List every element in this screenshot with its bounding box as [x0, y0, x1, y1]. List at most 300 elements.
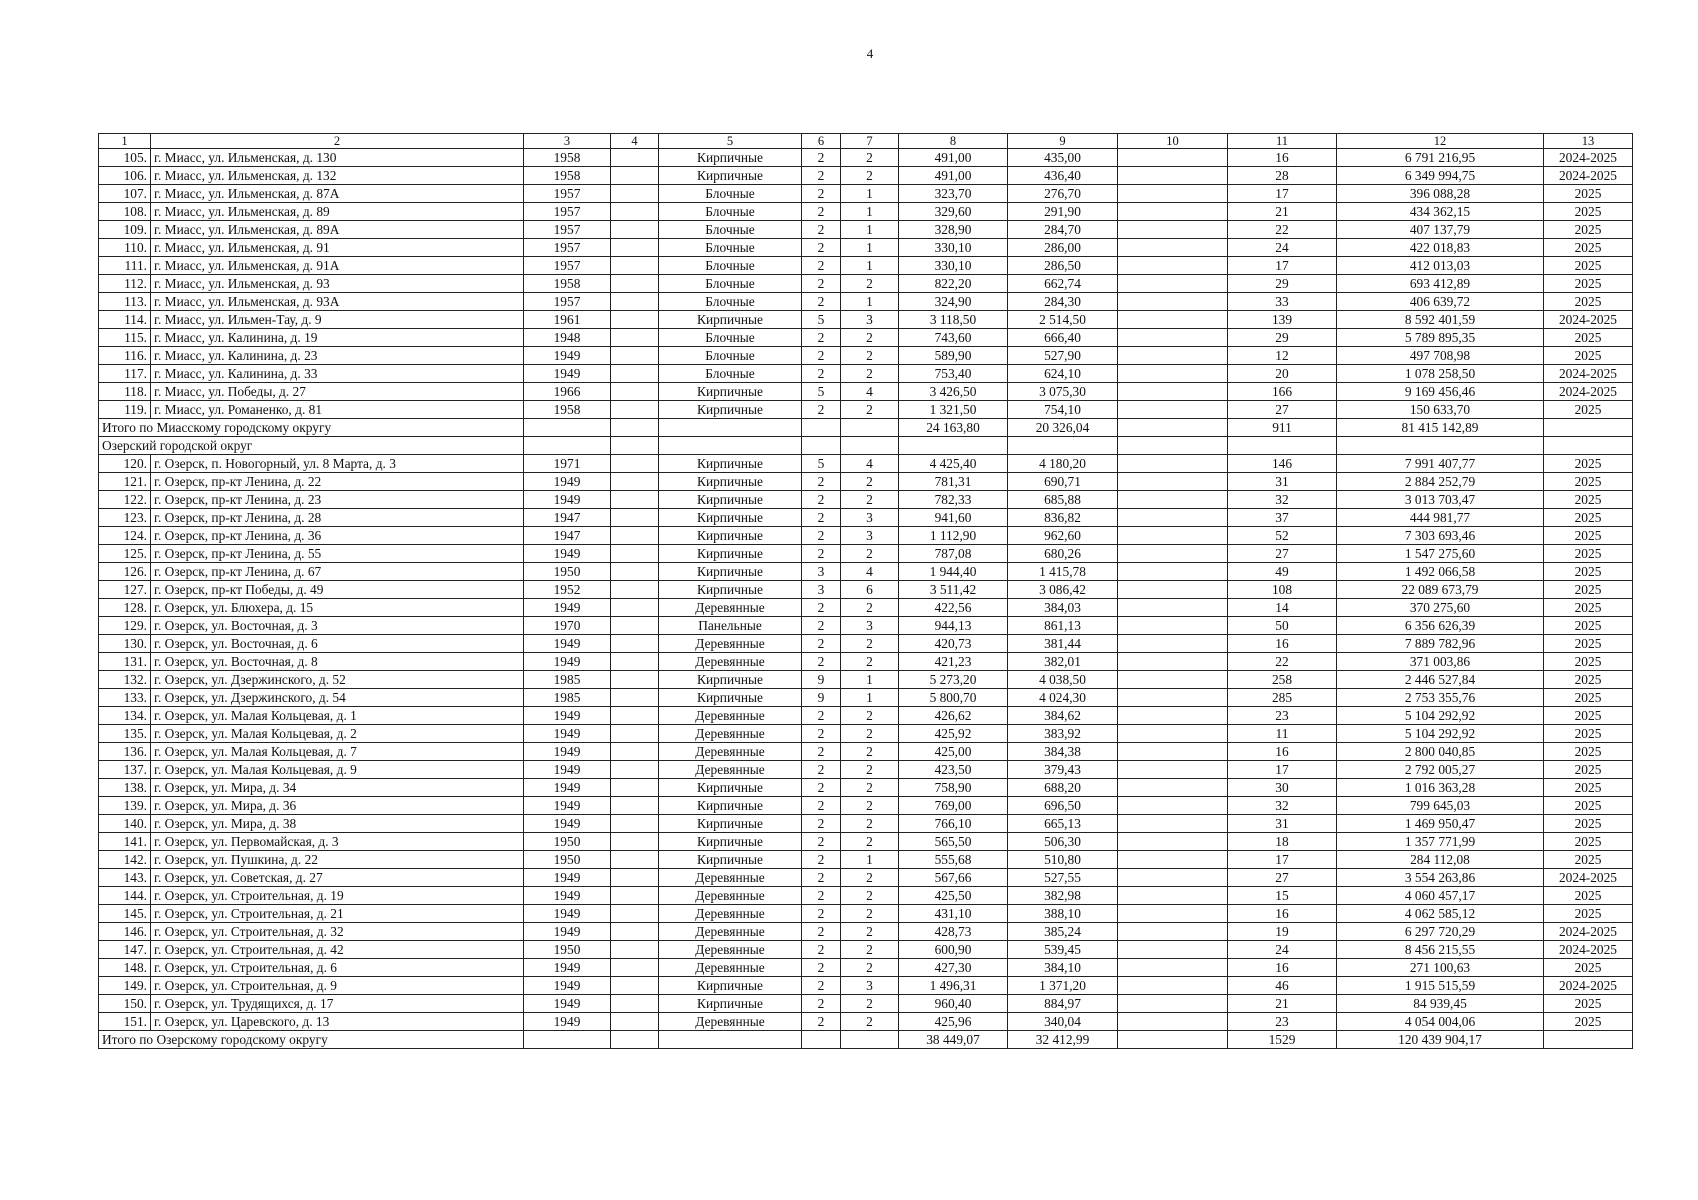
cell-entrances: 1: [841, 257, 899, 275]
cell-total-area: 3 118,50: [899, 311, 1008, 329]
cell-residents: 29: [1228, 329, 1337, 347]
cell-floors: 2: [802, 743, 841, 761]
cell-floors: 2: [802, 635, 841, 653]
cell-residents: 139: [1228, 311, 1337, 329]
cell-living-area: 383,92: [1008, 725, 1118, 743]
cell-col-4: [611, 293, 659, 311]
cell-residents: 285: [1228, 689, 1337, 707]
cell-entrances: 2: [841, 815, 899, 833]
cell-address: г. Миасс, ул. Ильменская, д. 91А: [151, 257, 524, 275]
cell-year-built: 1948: [524, 329, 611, 347]
cell-cost: 4 060 457,17: [1337, 887, 1544, 905]
cell-cost: 693 412,89: [1337, 275, 1544, 293]
cell-address: г. Миасс, ул. Калинина, д. 19: [151, 329, 524, 347]
housing-table: [98, 133, 1633, 1049]
cell-col-10: [1118, 401, 1228, 419]
section-empty-cell: [1544, 437, 1633, 455]
cell-living-area: 284,70: [1008, 221, 1118, 239]
cell-address: г. Озерск, ул. Строительная, д. 32: [151, 923, 524, 941]
cell-cost: 150 633,70: [1337, 401, 1544, 419]
cell-row-number: 147.: [99, 941, 151, 959]
total-cell-col-6: [802, 419, 841, 437]
cell-living-area: 382,98: [1008, 887, 1118, 905]
cell-year-built: 1949: [524, 473, 611, 491]
section-empty-cell: [611, 437, 659, 455]
cell-period: 2025: [1544, 995, 1633, 1013]
cell-cost: 8 456 215,55: [1337, 941, 1544, 959]
cell-col-10: [1118, 293, 1228, 311]
cell-living-area: 861,13: [1008, 617, 1118, 635]
cell-period: 2024-2025: [1544, 365, 1633, 383]
cell-row-number: 139.: [99, 797, 151, 815]
cell-col-10: [1118, 653, 1228, 671]
cell-residents: 12: [1228, 347, 1337, 365]
cell-residents: 166: [1228, 383, 1337, 401]
total-cell-col-13: [1544, 1031, 1633, 1049]
cell-entrances: 1: [841, 851, 899, 869]
cell-entrances: 2: [841, 887, 899, 905]
cell-period: 2024-2025: [1544, 311, 1633, 329]
cell-period: 2024-2025: [1544, 149, 1633, 167]
cell-col-10: [1118, 1013, 1228, 1031]
cell-entrances: 3: [841, 617, 899, 635]
cell-cost: 6 297 720,29: [1337, 923, 1544, 941]
table-row: [99, 545, 1633, 563]
cell-total-area: 787,08: [899, 545, 1008, 563]
cell-entrances: 2: [841, 545, 899, 563]
cell-row-number: 122.: [99, 491, 151, 509]
cell-cost: 370 275,60: [1337, 599, 1544, 617]
cell-cost: 2 446 527,84: [1337, 671, 1544, 689]
cell-floors: 2: [802, 239, 841, 257]
cell-col-4: [611, 401, 659, 419]
cell-col-10: [1118, 941, 1228, 959]
cell-row-number: 149.: [99, 977, 151, 995]
cell-row-number: 140.: [99, 815, 151, 833]
cell-wall-material: Блочные: [659, 293, 802, 311]
total-cell-col-4: [611, 1031, 659, 1049]
cell-col-4: [611, 671, 659, 689]
cell-address: г. Миасс, ул. Калинина, д. 33: [151, 365, 524, 383]
cell-col-10: [1118, 329, 1228, 347]
cell-col-4: [611, 959, 659, 977]
cell-col-4: [611, 473, 659, 491]
cell-cost: 84 939,45: [1337, 995, 1544, 1013]
cell-total-area: 567,66: [899, 869, 1008, 887]
cell-floors: 2: [802, 275, 841, 293]
cell-col-10: [1118, 221, 1228, 239]
cell-year-built: 1949: [524, 995, 611, 1013]
cell-entrances: 2: [841, 995, 899, 1013]
cell-floors: 2: [802, 815, 841, 833]
cell-row-number: 127.: [99, 581, 151, 599]
cell-entrances: 3: [841, 311, 899, 329]
cell-col-10: [1118, 185, 1228, 203]
cell-col-4: [611, 635, 659, 653]
cell-total-area: 758,90: [899, 779, 1008, 797]
cell-living-area: 2 514,50: [1008, 311, 1118, 329]
table-row: [99, 401, 1633, 419]
cell-period: 2025: [1544, 1013, 1633, 1031]
section-empty-cell: [1337, 437, 1544, 455]
table-row: [99, 329, 1633, 347]
cell-wall-material: Кирпичные: [659, 671, 802, 689]
cell-residents: 50: [1228, 617, 1337, 635]
cell-floors: 2: [802, 167, 841, 185]
cell-year-built: 1961: [524, 311, 611, 329]
cell-floors: 2: [802, 977, 841, 995]
cell-col-10: [1118, 455, 1228, 473]
table-row: [99, 167, 1633, 185]
table-row: [99, 275, 1633, 293]
cell-year-built: 1957: [524, 203, 611, 221]
cell-col-4: [611, 581, 659, 599]
cell-row-number: 114.: [99, 311, 151, 329]
cell-floors: 2: [802, 527, 841, 545]
cell-period: 2025: [1544, 545, 1633, 563]
cell-year-built: 1950: [524, 563, 611, 581]
table-row: [99, 185, 1633, 203]
cell-wall-material: Кирпичные: [659, 797, 802, 815]
cell-cost: 3 013 703,47: [1337, 491, 1544, 509]
section-label: Озерский городской округ: [99, 437, 524, 455]
cell-living-area: 688,20: [1008, 779, 1118, 797]
cell-residents: 23: [1228, 1013, 1337, 1031]
cell-floors: 3: [802, 581, 841, 599]
cell-residents: 15: [1228, 887, 1337, 905]
cell-total-area: 425,00: [899, 743, 1008, 761]
cell-wall-material: Кирпичные: [659, 779, 802, 797]
table-row: [99, 455, 1633, 473]
cell-period: 2024-2025: [1544, 941, 1633, 959]
table-row: [99, 1013, 1633, 1031]
cell-period: 2025: [1544, 527, 1633, 545]
total-cell-residents: 911: [1228, 419, 1337, 437]
table-row: [99, 941, 1633, 959]
cell-floors: 2: [802, 905, 841, 923]
cell-address: г. Озерск, ул. Блюхера, д. 15: [151, 599, 524, 617]
cell-address: г. Озерск, ул. Дзержинского, д. 54: [151, 689, 524, 707]
cell-col-10: [1118, 599, 1228, 617]
section-empty-cell: [802, 437, 841, 455]
cell-living-area: 4 180,20: [1008, 455, 1118, 473]
cell-cost: 5 104 292,92: [1337, 725, 1544, 743]
cell-year-built: 1958: [524, 275, 611, 293]
cell-period: 2025: [1544, 887, 1633, 905]
cell-year-built: 1947: [524, 527, 611, 545]
cell-living-area: 690,71: [1008, 473, 1118, 491]
cell-cost: 497 708,98: [1337, 347, 1544, 365]
column-header: 9: [1008, 134, 1118, 149]
cell-residents: 14: [1228, 599, 1337, 617]
cell-row-number: 121.: [99, 473, 151, 491]
cell-residents: 24: [1228, 239, 1337, 257]
cell-wall-material: Деревянные: [659, 725, 802, 743]
cell-year-built: 1949: [524, 887, 611, 905]
cell-col-10: [1118, 527, 1228, 545]
cell-residents: 21: [1228, 203, 1337, 221]
cell-entrances: 1: [841, 203, 899, 221]
cell-residents: 29: [1228, 275, 1337, 293]
cell-living-area: 662,74: [1008, 275, 1118, 293]
cell-col-10: [1118, 617, 1228, 635]
cell-entrances: 2: [841, 653, 899, 671]
cell-col-10: [1118, 977, 1228, 995]
cell-address: г. Озерск, пр-кт Ленина, д. 55: [151, 545, 524, 563]
cell-address: г. Озерск, ул. Малая Кольцевая, д. 9: [151, 761, 524, 779]
cell-cost: 1 492 066,58: [1337, 563, 1544, 581]
cell-row-number: 132.: [99, 671, 151, 689]
cell-period: 2025: [1544, 293, 1633, 311]
cell-entrances: 3: [841, 977, 899, 995]
cell-living-area: 884,97: [1008, 995, 1118, 1013]
total-cell-col-4: [611, 419, 659, 437]
cell-col-4: [611, 653, 659, 671]
cell-living-area: 381,44: [1008, 635, 1118, 653]
cell-col-10: [1118, 167, 1228, 185]
total-cell-col-7: [841, 1031, 899, 1049]
table-row: [99, 923, 1633, 941]
cell-entrances: 2: [841, 347, 899, 365]
table-row: [99, 149, 1633, 167]
table-row: [99, 617, 1633, 635]
cell-wall-material: Кирпичные: [659, 833, 802, 851]
cell-cost: 1 469 950,47: [1337, 815, 1544, 833]
cell-entrances: 2: [841, 491, 899, 509]
cell-cost: 7 303 693,46: [1337, 527, 1544, 545]
cell-total-area: 600,90: [899, 941, 1008, 959]
cell-cost: 22 089 673,79: [1337, 581, 1544, 599]
cell-period: 2025: [1544, 491, 1633, 509]
cell-period: 2025: [1544, 725, 1633, 743]
cell-col-4: [611, 833, 659, 851]
total-cell-col-7: [841, 419, 899, 437]
column-header: 8: [899, 134, 1008, 149]
cell-row-number: 135.: [99, 725, 151, 743]
cell-row-number: 108.: [99, 203, 151, 221]
cell-living-area: 962,60: [1008, 527, 1118, 545]
cell-residents: 258: [1228, 671, 1337, 689]
column-header: 12: [1337, 134, 1544, 149]
cell-total-area: 5 800,70: [899, 689, 1008, 707]
cell-total-area: 330,10: [899, 239, 1008, 257]
cell-col-10: [1118, 887, 1228, 905]
cell-period: 2025: [1544, 599, 1633, 617]
cell-entrances: 2: [841, 707, 899, 725]
section-empty-cell: [899, 437, 1008, 455]
total-cell-residents: 1529: [1228, 1031, 1337, 1049]
cell-year-built: 1949: [524, 491, 611, 509]
cell-residents: 16: [1228, 905, 1337, 923]
cell-col-10: [1118, 761, 1228, 779]
cell-entrances: 2: [841, 725, 899, 743]
cell-col-4: [611, 149, 659, 167]
cell-row-number: 112.: [99, 275, 151, 293]
page-number: 4: [866, 46, 874, 61]
table-row: [99, 293, 1633, 311]
cell-col-10: [1118, 851, 1228, 869]
cell-total-area: 329,60: [899, 203, 1008, 221]
cell-col-10: [1118, 545, 1228, 563]
cell-living-area: 4 038,50: [1008, 671, 1118, 689]
cell-address: г. Озерск, ул. Восточная, д. 6: [151, 635, 524, 653]
cell-wall-material: Кирпичные: [659, 473, 802, 491]
cell-total-area: 328,90: [899, 221, 1008, 239]
cell-period: 2025: [1544, 959, 1633, 977]
table-row: [99, 581, 1633, 599]
cell-residents: 22: [1228, 653, 1337, 671]
table-row: [99, 743, 1633, 761]
total-cell-living-area: 20 326,04: [1008, 419, 1118, 437]
cell-total-area: 555,68: [899, 851, 1008, 869]
cell-total-area: 565,50: [899, 833, 1008, 851]
cell-cost: 8 592 401,59: [1337, 311, 1544, 329]
cell-col-4: [611, 257, 659, 275]
cell-address: г. Озерск, ул. Первомайская, д. 3: [151, 833, 524, 851]
cell-address: г. Озерск, ул. Восточная, д. 8: [151, 653, 524, 671]
cell-year-built: 1949: [524, 365, 611, 383]
cell-row-number: 115.: [99, 329, 151, 347]
cell-wall-material: Кирпичные: [659, 815, 802, 833]
cell-row-number: 131.: [99, 653, 151, 671]
cell-floors: 2: [802, 887, 841, 905]
cell-period: 2025: [1544, 185, 1633, 203]
cell-living-area: 384,10: [1008, 959, 1118, 977]
cell-year-built: 1957: [524, 293, 611, 311]
cell-period: 2024-2025: [1544, 977, 1633, 995]
total-cell-col-5: [659, 1031, 802, 1049]
cell-year-built: 1966: [524, 383, 611, 401]
cell-total-area: 781,31: [899, 473, 1008, 491]
cell-entrances: 1: [841, 221, 899, 239]
cell-year-built: 1949: [524, 977, 611, 995]
column-header: 10: [1118, 134, 1228, 149]
column-header: 7: [841, 134, 899, 149]
cell-total-area: 782,33: [899, 491, 1008, 509]
cell-col-10: [1118, 635, 1228, 653]
cell-col-4: [611, 869, 659, 887]
cell-year-built: 1949: [524, 869, 611, 887]
cell-year-built: 1949: [524, 347, 611, 365]
cell-total-area: 422,56: [899, 599, 1008, 617]
cell-row-number: 133.: [99, 689, 151, 707]
cell-total-area: 960,40: [899, 995, 1008, 1013]
cell-wall-material: Деревянные: [659, 1013, 802, 1031]
cell-cost: 2 792 005,27: [1337, 761, 1544, 779]
cell-col-4: [611, 743, 659, 761]
cell-living-area: 384,38: [1008, 743, 1118, 761]
cell-total-area: 491,00: [899, 149, 1008, 167]
cell-total-area: 1 944,40: [899, 563, 1008, 581]
cell-entrances: 1: [841, 293, 899, 311]
cell-period: 2025: [1544, 707, 1633, 725]
cell-total-area: 330,10: [899, 257, 1008, 275]
cell-year-built: 1949: [524, 959, 611, 977]
cell-floors: 2: [802, 401, 841, 419]
cell-total-area: 1 496,31: [899, 977, 1008, 995]
cell-col-4: [611, 509, 659, 527]
cell-residents: 24: [1228, 941, 1337, 959]
cell-living-area: 836,82: [1008, 509, 1118, 527]
cell-col-10: [1118, 995, 1228, 1013]
cell-floors: 2: [802, 293, 841, 311]
cell-col-10: [1118, 257, 1228, 275]
cell-wall-material: Деревянные: [659, 959, 802, 977]
cell-residents: 17: [1228, 257, 1337, 275]
cell-year-built: 1950: [524, 941, 611, 959]
cell-cost: 6 791 216,95: [1337, 149, 1544, 167]
section-empty-cell: [1118, 437, 1228, 455]
table-row: [99, 815, 1633, 833]
cell-cost: 5 104 292,92: [1337, 707, 1544, 725]
cell-wall-material: Блочные: [659, 203, 802, 221]
column-header: 5: [659, 134, 802, 149]
cell-year-built: 1949: [524, 635, 611, 653]
cell-col-10: [1118, 797, 1228, 815]
cell-wall-material: Деревянные: [659, 761, 802, 779]
cell-total-area: 425,92: [899, 725, 1008, 743]
cell-period: 2025: [1544, 473, 1633, 491]
cell-total-area: 3 511,42: [899, 581, 1008, 599]
cell-total-area: 324,90: [899, 293, 1008, 311]
cell-year-built: 1950: [524, 851, 611, 869]
cell-col-10: [1118, 671, 1228, 689]
cell-period: 2025: [1544, 815, 1633, 833]
cell-total-area: 426,62: [899, 707, 1008, 725]
cell-cost: 407 137,79: [1337, 221, 1544, 239]
cell-residents: 108: [1228, 581, 1337, 599]
cell-living-area: 340,04: [1008, 1013, 1118, 1031]
cell-address: г. Озерск, ул. Пушкина, д. 22: [151, 851, 524, 869]
cell-period: 2025: [1544, 689, 1633, 707]
cell-col-4: [611, 275, 659, 293]
cell-cost: 3 554 263,86: [1337, 869, 1544, 887]
cell-entrances: 2: [841, 797, 899, 815]
cell-wall-material: Деревянные: [659, 887, 802, 905]
cell-floors: 9: [802, 671, 841, 689]
table-row: [99, 311, 1633, 329]
cell-living-area: 286,00: [1008, 239, 1118, 257]
cell-living-area: 666,40: [1008, 329, 1118, 347]
total-cell-col-10: [1118, 419, 1228, 437]
cell-wall-material: Блочные: [659, 329, 802, 347]
cell-address: г. Озерск, пр-кт Ленина, д. 67: [151, 563, 524, 581]
cell-period: 2025: [1544, 275, 1633, 293]
cell-residents: 28: [1228, 167, 1337, 185]
cell-living-area: 291,90: [1008, 203, 1118, 221]
cell-col-10: [1118, 689, 1228, 707]
cell-address: г. Озерск, ул. Дзержинского, д. 52: [151, 671, 524, 689]
table-row: [99, 509, 1633, 527]
table-row: [99, 707, 1633, 725]
cell-address: г. Озерск, ул. Строительная, д. 21: [151, 905, 524, 923]
cell-col-10: [1118, 779, 1228, 797]
cell-address: г. Миасс, ул. Ильменская, д. 130: [151, 149, 524, 167]
cell-row-number: 148.: [99, 959, 151, 977]
cell-period: 2025: [1544, 401, 1633, 419]
cell-col-10: [1118, 725, 1228, 743]
cell-wall-material: Деревянные: [659, 635, 802, 653]
cell-col-10: [1118, 149, 1228, 167]
cell-address: г. Миасс, ул. Победы, д. 27: [151, 383, 524, 401]
cell-wall-material: Кирпичные: [659, 401, 802, 419]
cell-floors: 2: [802, 617, 841, 635]
cell-address: г. Озерск, ул. Трудящихся, д. 17: [151, 995, 524, 1013]
cell-total-area: 822,20: [899, 275, 1008, 293]
cell-total-area: 431,10: [899, 905, 1008, 923]
cell-wall-material: Кирпичные: [659, 491, 802, 509]
cell-entrances: 2: [841, 473, 899, 491]
